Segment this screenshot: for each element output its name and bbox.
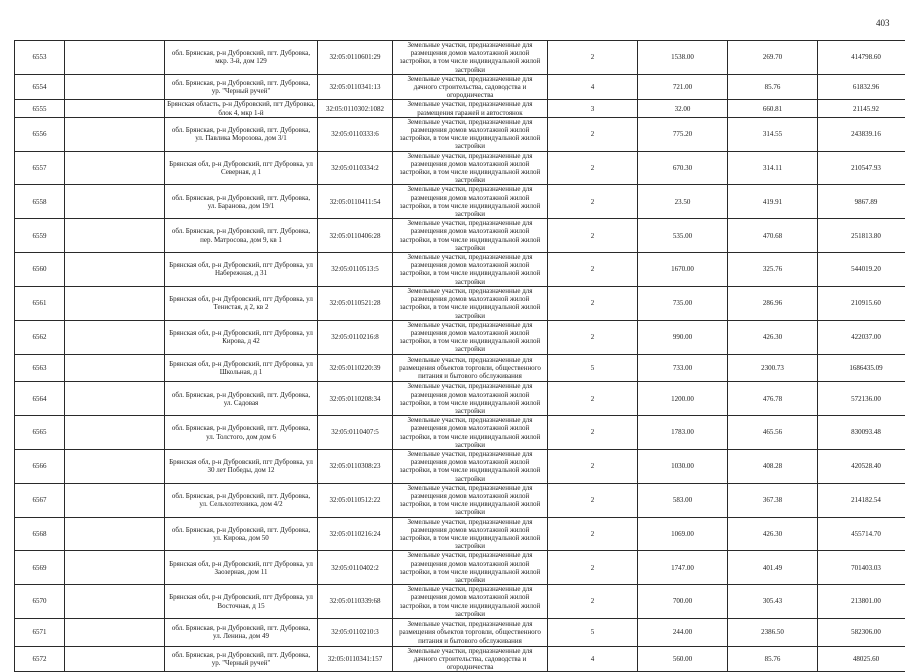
use-group-cell: 2 bbox=[548, 253, 638, 287]
use-group-cell: 2 bbox=[548, 151, 638, 185]
address-cell: Брянская обл, р-н Дубровский, пгт Дубровка, ул Набережная, д 31 bbox=[165, 253, 318, 287]
cadastral-value-cell: 544019.20 bbox=[818, 253, 905, 287]
area-cell: 1538.00 bbox=[638, 41, 728, 75]
row-number: 6556 bbox=[15, 117, 65, 151]
table-row bbox=[15, 74, 905, 100]
row-number: 6571 bbox=[15, 619, 65, 647]
row-number: 6568 bbox=[15, 517, 65, 551]
address-cell: Брянская обл, р-н Дубровский, пгт Дубровка, ул Северная, д 1 bbox=[165, 151, 318, 185]
row-number: 6558 bbox=[15, 185, 65, 219]
table-row bbox=[15, 483, 905, 517]
land-use-cell: Земельные участки, предназначенные для размещения домов малоэтажной жилой застройки, в том числе индивидуальной жилой застройки bbox=[393, 286, 548, 320]
cadastral-value-cell: 414798.60 bbox=[818, 41, 905, 75]
land-use-cell: Земельные участки, предназначенные для размещения объектов торговли, общественного питания и бытового обслуживания bbox=[393, 619, 548, 647]
area-cell: 1783.00 bbox=[638, 416, 728, 450]
cadastral-value-cell: 455714.70 bbox=[818, 517, 905, 551]
use-group-cell: 2 bbox=[548, 219, 638, 253]
empty-cell bbox=[65, 449, 165, 483]
area-cell: 1747.00 bbox=[638, 551, 728, 585]
cadastral-number-cell: 32:05:0110601:29 bbox=[318, 41, 393, 75]
area-cell: 990.00 bbox=[638, 320, 728, 354]
land-use-cell: Земельные участки, предназначенные для размещения домов малоэтажной жилой застройки, в том числе индивидуальной жилой застройки bbox=[393, 117, 548, 151]
table-row bbox=[15, 117, 905, 151]
use-group-cell: 2 bbox=[548, 185, 638, 219]
use-group-cell: 2 bbox=[548, 517, 638, 551]
address-cell: обл. Брянская, р-н Дубровский, пгт. Дубровка, ул. Сельхозтехника, дом 4/2 bbox=[165, 483, 318, 517]
table-row bbox=[15, 253, 905, 287]
table-row bbox=[15, 646, 905, 672]
row-number: 6572 bbox=[15, 646, 65, 672]
address-cell: Брянская обл, р-н Дубровский, пгт Дубровка, ул Заозерная, дом 11 bbox=[165, 551, 318, 585]
table-row bbox=[15, 416, 905, 450]
cadastral-value-cell: 210915.60 bbox=[818, 286, 905, 320]
area-cell: 1200.00 bbox=[638, 382, 728, 416]
cadastral-value-cell: 214182.54 bbox=[818, 483, 905, 517]
cadastral-value-cell: 422037.00 bbox=[818, 320, 905, 354]
empty-cell bbox=[65, 517, 165, 551]
address-cell: Брянская обл, р-н Дубровский, пгт Дубровка, ул Школьная, д 1 bbox=[165, 354, 318, 382]
empty-cell bbox=[65, 286, 165, 320]
cadastral-number-cell: 32:05:0110220:39 bbox=[318, 354, 393, 382]
unit-value-cell: 660.81 bbox=[728, 100, 818, 117]
row-number: 6559 bbox=[15, 219, 65, 253]
area-cell: 1069.00 bbox=[638, 517, 728, 551]
table-row bbox=[15, 100, 905, 117]
area-cell: 583.00 bbox=[638, 483, 728, 517]
empty-cell bbox=[65, 619, 165, 647]
cadastral-value-cell: 420528.40 bbox=[818, 449, 905, 483]
use-group-cell: 2 bbox=[548, 320, 638, 354]
cadastral-number-cell: 32:05:0110216:24 bbox=[318, 517, 393, 551]
area-cell: 244.00 bbox=[638, 619, 728, 647]
unit-value-cell: 85.76 bbox=[728, 74, 818, 100]
table-row bbox=[15, 320, 905, 354]
use-group-cell: 3 bbox=[548, 100, 638, 117]
land-use-cell: Земельные участки, предназначенные для размещения домов малоэтажной жилой застройки, в том числе индивидуальной жилой застройки bbox=[393, 151, 548, 185]
cadastral-number-cell: 32:05:0110513:5 bbox=[318, 253, 393, 287]
unit-value-cell: 2386.50 bbox=[728, 619, 818, 647]
address-cell: обл. Брянская, р-н Дубровский, пгт. Дубровка, ул. Толстого, дом дом 6 bbox=[165, 416, 318, 450]
empty-cell bbox=[65, 41, 165, 75]
address-cell: обл. Брянская, р-н Дубровский, пгт. Дубровка, ул. Кирова, дом 50 bbox=[165, 517, 318, 551]
address-cell: Брянская обл, р-н Дубровский, пгт Дубровка, ул Восточная, д 15 bbox=[165, 585, 318, 619]
cadastral-value-cell: 243839.16 bbox=[818, 117, 905, 151]
cadastral-number-cell: 32:05:0110406:28 bbox=[318, 219, 393, 253]
area-cell: 23.50 bbox=[638, 185, 728, 219]
cadastral-number-cell: 32:05:0110339:68 bbox=[318, 585, 393, 619]
cadastral-value-cell: 1686435.09 bbox=[818, 354, 905, 382]
land-use-cell: Земельные участки, предназначенные для размещения домов малоэтажной жилой застройки, в том числе индивидуальной жилой застройки bbox=[393, 320, 548, 354]
use-group-cell: 2 bbox=[548, 551, 638, 585]
cadastral-value-cell: 251813.80 bbox=[818, 219, 905, 253]
unit-value-cell: 476.78 bbox=[728, 382, 818, 416]
land-use-cell: Земельные участки, предназначенные для размещения домов малоэтажной жилой застройки, в том числе индивидуальной жилой застройки bbox=[393, 185, 548, 219]
cadastral-value-cell: 701403.03 bbox=[818, 551, 905, 585]
cadastral-value-cell: 582306.00 bbox=[818, 619, 905, 647]
use-group-cell: 2 bbox=[548, 41, 638, 75]
table-row bbox=[15, 382, 905, 416]
cadastral-number-cell: 32:05:0110334:2 bbox=[318, 151, 393, 185]
table-row bbox=[15, 185, 905, 219]
area-cell: 733.00 bbox=[638, 354, 728, 382]
empty-cell bbox=[65, 185, 165, 219]
table-row bbox=[15, 551, 905, 585]
table-row bbox=[15, 219, 905, 253]
area-cell: 1670.00 bbox=[638, 253, 728, 287]
land-use-cell: Земельные участки, предназначенные для размещения домов малоэтажной жилой застройки, в том числе индивидуальной жилой застройки bbox=[393, 551, 548, 585]
land-use-cell: Земельные участки, предназначенные для размещения домов малоэтажной жилой застройки, в том числе индивидуальной жилой застройки bbox=[393, 41, 548, 75]
address-cell: обл. Брянская, р-н Дубровский, пгт. Дубровка, пер. Матросова, дом 9, кв 1 bbox=[165, 219, 318, 253]
registry-body bbox=[15, 41, 905, 672]
cadastral-value-cell: 572136.00 bbox=[818, 382, 905, 416]
unit-value-cell: 286.96 bbox=[728, 286, 818, 320]
address-cell: обл. Брянская, р-н Дубровский, пгт. Дубровка, ул. Баранова, дом 19/1 bbox=[165, 185, 318, 219]
cadastral-number-cell: 32:05:0110402:2 bbox=[318, 551, 393, 585]
area-cell: 775.20 bbox=[638, 117, 728, 151]
area-cell: 735.00 bbox=[638, 286, 728, 320]
unit-value-cell: 408.28 bbox=[728, 449, 818, 483]
row-number: 6554 bbox=[15, 74, 65, 100]
cadastral-value-cell: 9867.89 bbox=[818, 185, 905, 219]
address-cell: Брянская область, р-н Дубровский, пгт Дубровка, блок 4, мкр 1-й bbox=[165, 100, 318, 117]
unit-value-cell: 325.76 bbox=[728, 253, 818, 287]
empty-cell bbox=[65, 219, 165, 253]
cadastral-value-cell: 48025.60 bbox=[818, 646, 905, 672]
empty-cell bbox=[65, 151, 165, 185]
table-row bbox=[15, 41, 905, 75]
use-group-cell: 2 bbox=[548, 382, 638, 416]
unit-value-cell: 269.70 bbox=[728, 41, 818, 75]
unit-value-cell: 470.68 bbox=[728, 219, 818, 253]
use-group-cell: 4 bbox=[548, 646, 638, 672]
empty-cell bbox=[65, 253, 165, 287]
unit-value-cell: 401.49 bbox=[728, 551, 818, 585]
row-number: 6555 bbox=[15, 100, 65, 117]
row-number: 6553 bbox=[15, 41, 65, 75]
row-number: 6561 bbox=[15, 286, 65, 320]
row-number: 6569 bbox=[15, 551, 65, 585]
use-group-cell: 2 bbox=[548, 449, 638, 483]
land-use-cell: Земельные участки, предназначенные для размещения домов малоэтажной жилой застройки, в том числе индивидуальной жилой застройки bbox=[393, 219, 548, 253]
land-use-cell: Земельные участки, предназначенные для размещения домов малоэтажной жилой застройки, в том числе индивидуальной жилой застройки bbox=[393, 483, 548, 517]
row-number: 6564 bbox=[15, 382, 65, 416]
area-cell: 560.00 bbox=[638, 646, 728, 672]
address-cell: Брянская обл, р-н Дубровский, пгт Дубровка, ул 30 лет Победы, дом 12 bbox=[165, 449, 318, 483]
row-number: 6560 bbox=[15, 253, 65, 287]
use-group-cell: 2 bbox=[548, 416, 638, 450]
unit-value-cell: 305.43 bbox=[728, 585, 818, 619]
land-use-cell: Земельные участки, предназначенные для размещения домов малоэтажной жилой застройки, в том числе индивидуальной жилой застройки bbox=[393, 382, 548, 416]
row-number: 6565 bbox=[15, 416, 65, 450]
land-use-cell: Земельные участки, предназначенные для размещения домов малоэтажной жилой застройки, в том числе индивидуальной жилой застройки bbox=[393, 253, 548, 287]
empty-cell bbox=[65, 646, 165, 672]
unit-value-cell: 2300.73 bbox=[728, 354, 818, 382]
cadastral-number-cell: 32:05:0110208:34 bbox=[318, 382, 393, 416]
area-cell: 721.00 bbox=[638, 74, 728, 100]
cadastral-value-cell: 61832.96 bbox=[818, 74, 905, 100]
unit-value-cell: 426.30 bbox=[728, 517, 818, 551]
area-cell: 1030.00 bbox=[638, 449, 728, 483]
table-row bbox=[15, 517, 905, 551]
cadastral-value-cell: 210547.93 bbox=[818, 151, 905, 185]
page-number: 403 bbox=[876, 18, 890, 28]
table-row bbox=[15, 151, 905, 185]
cadastral-number-cell: 32:05:0110308:23 bbox=[318, 449, 393, 483]
cadastral-number-cell: 32:05:0110302:1082 bbox=[318, 100, 393, 117]
land-use-cell: Земельные участки, предназначенные для дачного строительства, садоводства и огородничества bbox=[393, 74, 548, 100]
empty-cell bbox=[65, 585, 165, 619]
cadastral-number-cell: 32:05:0110411:54 bbox=[318, 185, 393, 219]
empty-cell bbox=[65, 320, 165, 354]
cadastral-number-cell: 32:05:0110341:13 bbox=[318, 74, 393, 100]
unit-value-cell: 419.91 bbox=[728, 185, 818, 219]
address-cell: обл. Брянская, р-н Дубровский, пгт. Дубровка, ул. Ленина, дом 49 bbox=[165, 619, 318, 647]
address-cell: Брянская обл, р-н Дубровский, пгт Дубровка, ул Кирова, д 42 bbox=[165, 320, 318, 354]
land-use-cell: Земельные участки, предназначенные для размещения домов малоэтажной жилой застройки, в том числе индивидуальной жилой застройки bbox=[393, 517, 548, 551]
land-use-cell: Земельные участки, предназначенные для размещения домов малоэтажной жилой застройки, в том числе индивидуальной жилой застройки bbox=[393, 585, 548, 619]
table-row bbox=[15, 354, 905, 382]
use-group-cell: 4 bbox=[548, 74, 638, 100]
cadastral-number-cell: 32:05:0110512:22 bbox=[318, 483, 393, 517]
empty-cell bbox=[65, 100, 165, 117]
cadastral-number-cell: 32:05:0110521:28 bbox=[318, 286, 393, 320]
use-group-cell: 2 bbox=[548, 286, 638, 320]
empty-cell bbox=[65, 354, 165, 382]
area-cell: 535.00 bbox=[638, 219, 728, 253]
use-group-cell: 5 bbox=[548, 354, 638, 382]
empty-cell bbox=[65, 74, 165, 100]
cadastral-value-cell: 830093.48 bbox=[818, 416, 905, 450]
unit-value-cell: 314.11 bbox=[728, 151, 818, 185]
empty-cell bbox=[65, 551, 165, 585]
row-number: 6566 bbox=[15, 449, 65, 483]
row-number: 6563 bbox=[15, 354, 65, 382]
row-number: 6557 bbox=[15, 151, 65, 185]
land-use-cell: Земельные участки, предназначенные для размещения объектов торговли, общественного питания и бытового обслуживания bbox=[393, 354, 548, 382]
row-number: 6570 bbox=[15, 585, 65, 619]
empty-cell bbox=[65, 483, 165, 517]
address-cell: обл. Брянская, р-н Дубровский, пгт. Дубровка, ур. "Черный ручей" bbox=[165, 74, 318, 100]
use-group-cell: 2 bbox=[548, 117, 638, 151]
empty-cell bbox=[65, 382, 165, 416]
area-cell: 700.00 bbox=[638, 585, 728, 619]
unit-value-cell: 85.76 bbox=[728, 646, 818, 672]
table-row bbox=[15, 585, 905, 619]
unit-value-cell: 314.55 bbox=[728, 117, 818, 151]
cadastral-number-cell: 32:05:0110341:157 bbox=[318, 646, 393, 672]
cadastral-number-cell: 32:05:0110407:5 bbox=[318, 416, 393, 450]
cadastral-number-cell: 32:05:0110333:6 bbox=[318, 117, 393, 151]
use-group-cell: 2 bbox=[548, 483, 638, 517]
cadastral-number-cell: 32:05:0110216:8 bbox=[318, 320, 393, 354]
unit-value-cell: 367.38 bbox=[728, 483, 818, 517]
land-use-cell: Земельные участки, предназначенные для размещения домов малоэтажной жилой застройки, в том числе индивидуальной жилой застройки bbox=[393, 449, 548, 483]
use-group-cell: 5 bbox=[548, 619, 638, 647]
address-cell: обл. Брянская, р-н Дубровский, пгт. Дубровка, ул. Павлика Морозова, дом 3/1 bbox=[165, 117, 318, 151]
address-cell: обл. Брянская, р-н Дубровский, пгт. Дубровка, ур. "Черный ручей" bbox=[165, 646, 318, 672]
cadastral-value-cell: 213801.00 bbox=[818, 585, 905, 619]
land-use-cell: Земельные участки, предназначенные для размещения гаражей и автостоянок bbox=[393, 100, 548, 117]
address-cell: Брянская обл, р-н Дубровский, пгт Дубровка, ул Тенистая, д 2, кв 2 bbox=[165, 286, 318, 320]
area-cell: 32.00 bbox=[638, 100, 728, 117]
land-use-cell: Земельные участки, предназначенные для дачного строительства, садоводства и огородничества bbox=[393, 646, 548, 672]
table-row bbox=[15, 619, 905, 647]
empty-cell bbox=[65, 117, 165, 151]
row-number: 6567 bbox=[15, 483, 65, 517]
unit-value-cell: 465.56 bbox=[728, 416, 818, 450]
area-cell: 670.30 bbox=[638, 151, 728, 185]
cadastral-number-cell: 32:05:0110210:3 bbox=[318, 619, 393, 647]
address-cell: обл. Брянская, р-н Дубровский, пгт. Дубровка, ул. Садовая bbox=[165, 382, 318, 416]
unit-value-cell: 426.30 bbox=[728, 320, 818, 354]
address-cell: обл. Брянская, р-н Дубровский, пгт. Дубровка, мкр. 3-й, дом 129 bbox=[165, 41, 318, 75]
empty-cell bbox=[65, 416, 165, 450]
use-group-cell: 2 bbox=[548, 585, 638, 619]
land-use-cell: Земельные участки, предназначенные для размещения домов малоэтажной жилой застройки, в том числе индивидуальной жилой застройки bbox=[393, 416, 548, 450]
registry-table bbox=[14, 40, 905, 672]
row-number: 6562 bbox=[15, 320, 65, 354]
table-row bbox=[15, 286, 905, 320]
table-row bbox=[15, 449, 905, 483]
cadastral-value-cell: 21145.92 bbox=[818, 100, 905, 117]
